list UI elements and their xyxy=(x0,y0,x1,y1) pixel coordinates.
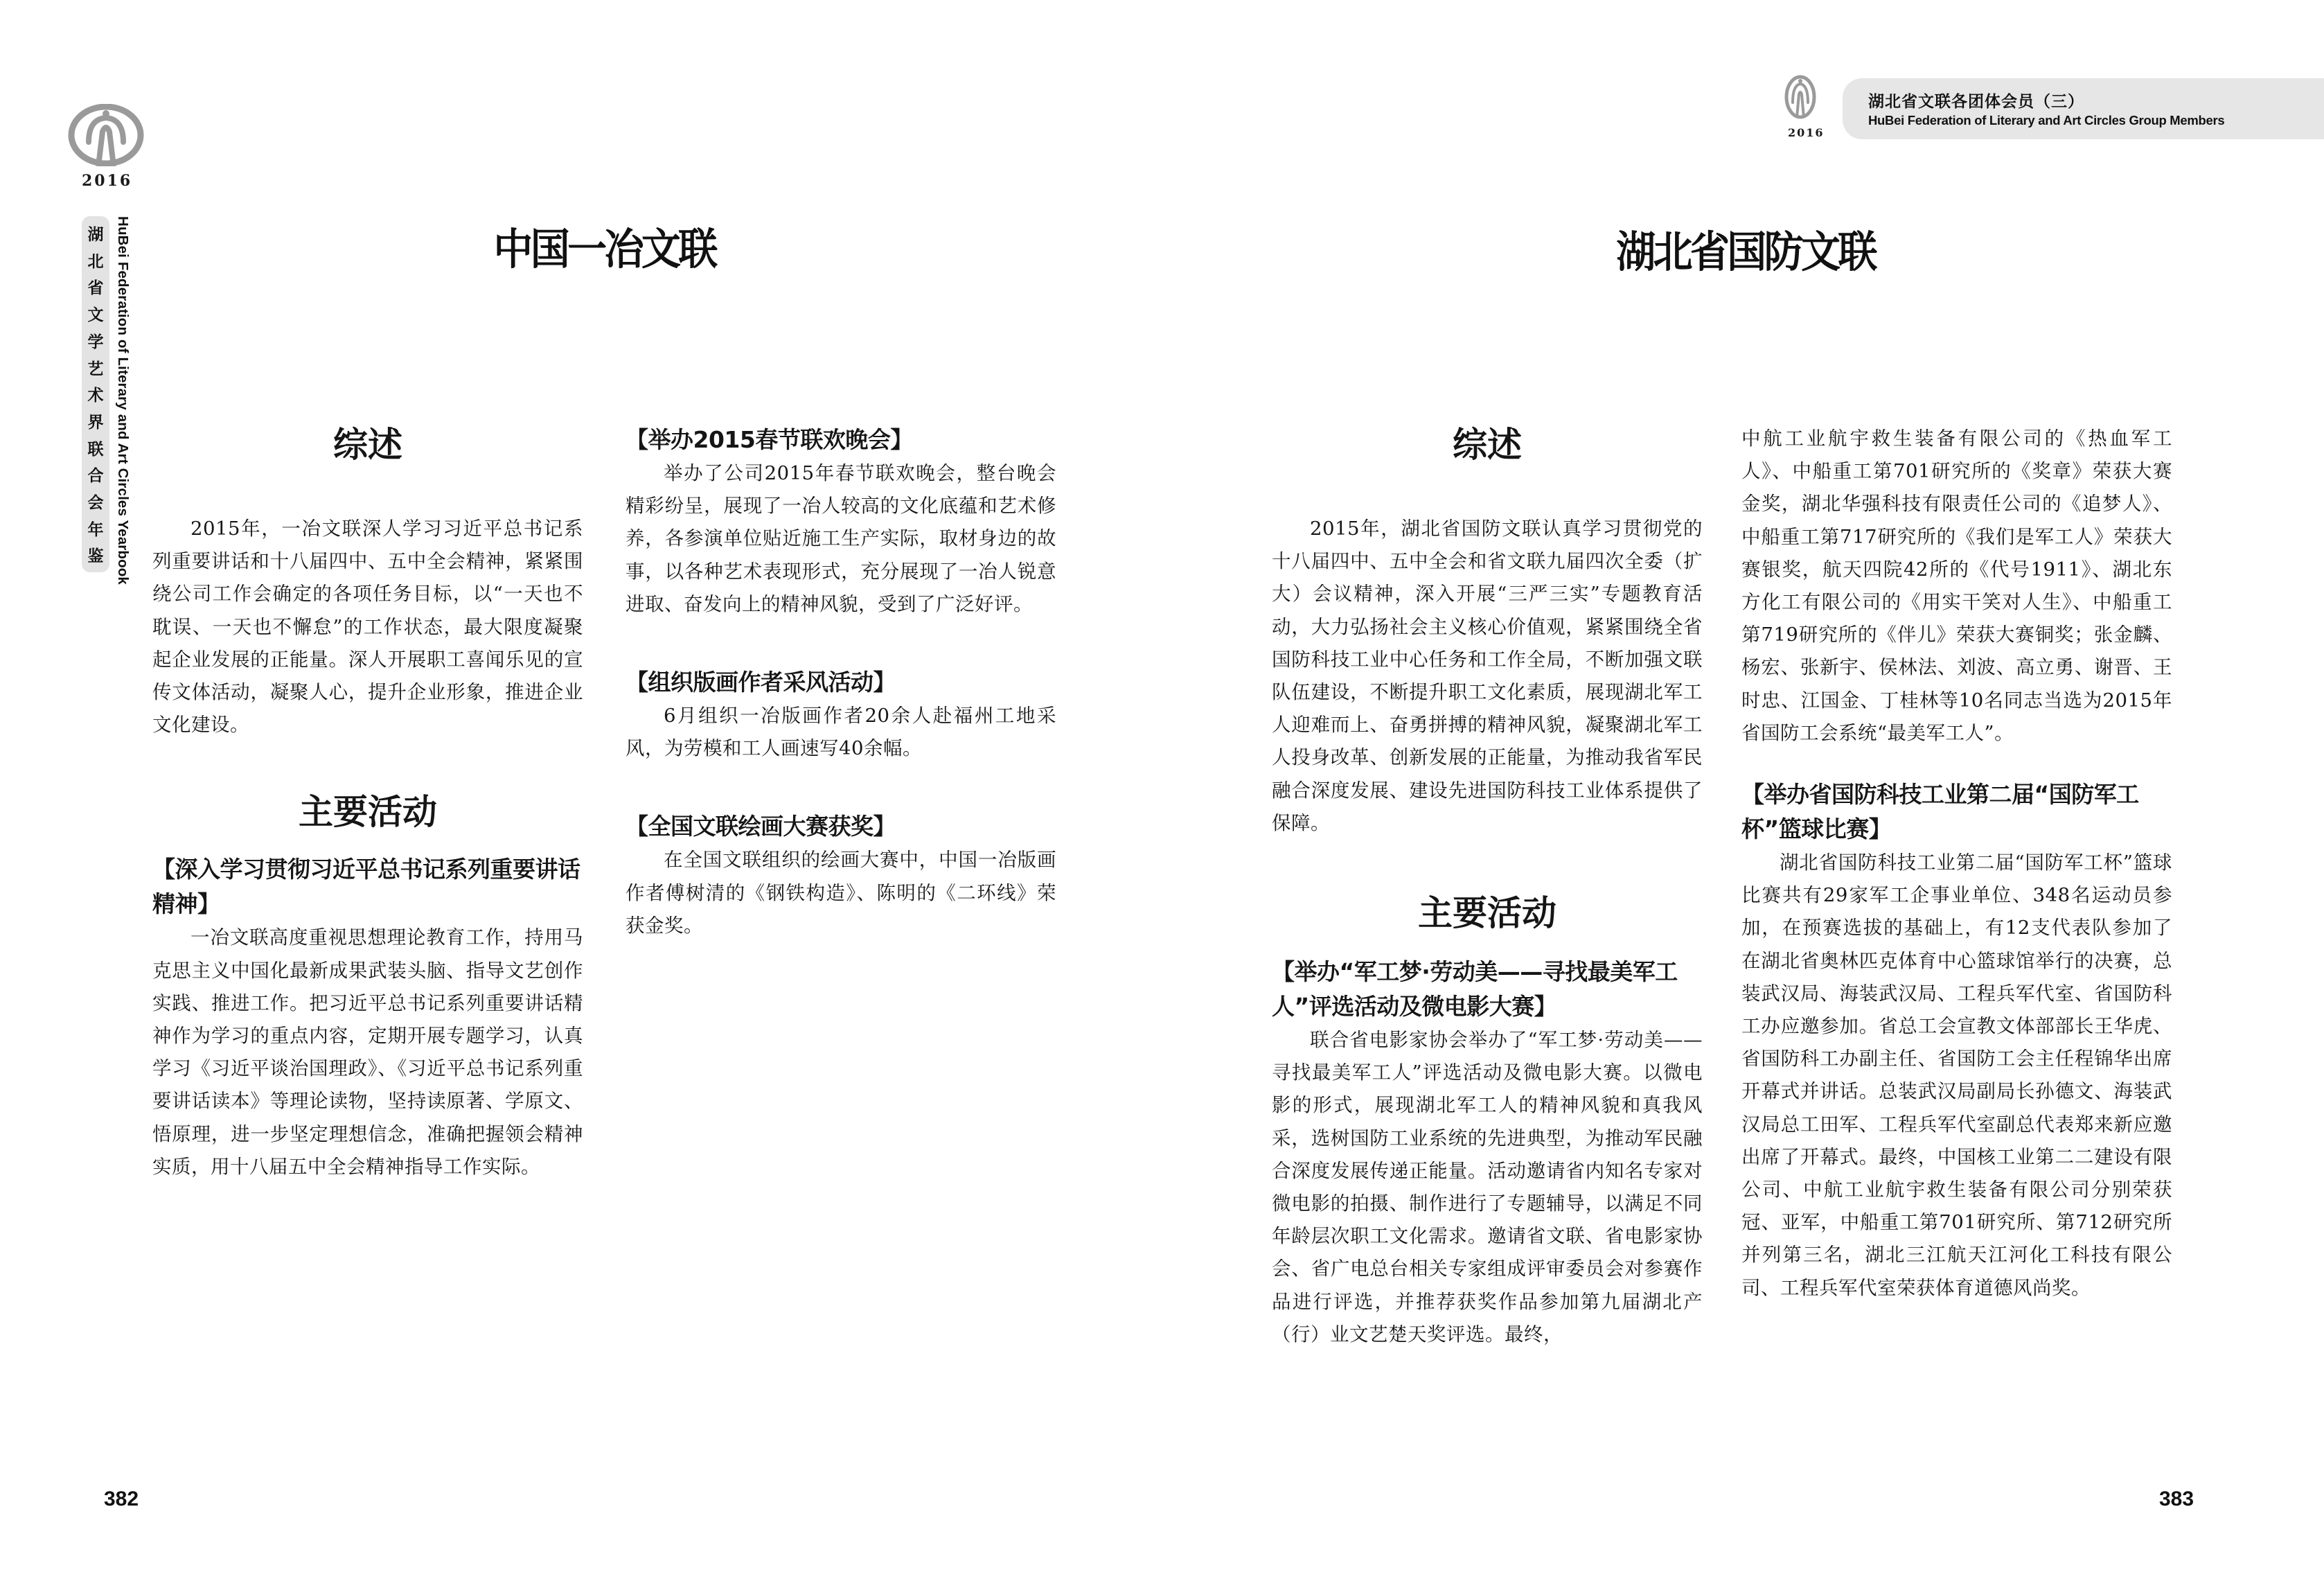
activity-title: 【深入学习贯彻习近平总书记系列重要讲话精神】 xyxy=(152,856,580,918)
activities-heading: 主要活动 xyxy=(299,792,437,833)
sidebar-char: 鉴 xyxy=(87,547,104,566)
header-chinese-title: 湖北省文联各团体会员（三） xyxy=(1868,93,2084,111)
activity-title: 【举办2015春节联欢晚会】 xyxy=(626,426,913,453)
sidebar-english-text: HuBei Federation of Literary and Art Circles Yearbook xyxy=(115,216,131,585)
activity-title: 【举办“军工梦·劳动美——寻找最美军工人”评选活动及微电影大赛】 xyxy=(1272,958,1678,1021)
right-page-column-1 xyxy=(1272,424,1703,1351)
logo-year: 2016 xyxy=(1788,126,1825,139)
activity-text: 联合省电影家协会举办了“军工梦·劳动美——寻找最美军工人”评选活动及微电影大赛。以微电影的形式，展现湖北军工人的精神风貌和真我风采，选树国防工业系统的先进典型，为推动军民融合深度发展传递正能量。活动邀请省内知名专家对微电影的拍摄、制作进行了专题辅导，以满足不同年龄层次职工文化需求。邀请省文联、省电影家协会、省广电总台相关专家组成评审委员会对参赛作品进行评选，并推荐获奖作品参加第九届湖北产（行）业文艺楚天奖评选。最终， xyxy=(1272,1029,1703,1346)
sidebar-char: 年 xyxy=(87,520,104,539)
right-page-column-2 xyxy=(1741,423,2172,1305)
activity-title: 【全国文联绘画大赛获奖】 xyxy=(626,813,896,840)
sidebar-char: 北 xyxy=(87,252,104,271)
sidebar-char: 界 xyxy=(87,413,104,432)
sidebar-char: 艺 xyxy=(87,360,104,378)
left-page-number: 382 xyxy=(104,1488,139,1510)
overview-text: 2015年，一冶文联深人学习习近平总书记系列重要讲话和十八届四中、五中全会精神，紧紧围绕公司工作会确定的各项任务目标，以“一天也不耽误、一天也不懈怠”的工作状态，最大限度凝聚起企业发展的正能量。深人开展职工喜闻乐见的宣传文体活动，凝聚人心，提升企业形象，推进企业文化建设。 xyxy=(152,518,583,736)
sidebar-char: 湖 xyxy=(87,226,104,244)
right-page-title: 湖北省国防文联 xyxy=(1616,227,1875,277)
overview-text: 2015年，湖北省国防文联认真学习贯彻党的十八届四中、五中全会和省文联九届四次全委（扩大）会议精神，深入开展“三严三实”专题教育活动，大力弘扬社会主义核心价值观，紧紧围绕全省国防科技工业中心任务和工作全局，不断加强文联队伍建设，不断提升职工文化素质，展现湖北军工人迎难而上、奋勇拼搏的精神风貌，凝聚湖北军工人投身改革、创新发展的正能量，为推动我省军民融合深度发展、建设先进国防科技工业体系提供了保障。 xyxy=(1272,518,1703,834)
activities-heading: 主要活动 xyxy=(1418,893,1556,934)
sidebar-char: 会 xyxy=(87,494,104,513)
activity-title: 【举办省国防科技工业第二届“国防军工杯”篮球比赛】 xyxy=(1741,781,2139,843)
left-page-column-2 xyxy=(626,423,1056,942)
federation-emblem-icon xyxy=(1784,75,1817,120)
activity-text: 举办了公司2015年春节联欢晚会，整台晚会精彩纷呈，展现了一冶人较高的文化底蕴和艺术修养，各参演单位贴近施工生产实际，取材身边的故事，以各种艺术表现形式，充分展现了一冶人锐意进取、奋发向上的精神风貌，受到了广泛好评。 xyxy=(626,462,1056,615)
sidebar-english-title xyxy=(114,216,132,585)
federation-emblem-icon xyxy=(68,104,144,166)
left-page-title: 中国一冶文联 xyxy=(493,224,716,274)
emblem-svg xyxy=(68,104,144,166)
right-page-number: 383 xyxy=(2159,1488,2194,1510)
activity-text-continued: 中航工业航宇救生装备有限公司的《热血军工人》、中船重工第701研究所的《奖章》荣获大赛金奖，湖北华强科技有限责任公司的《追梦人》、中船重工第717研究所的《我们是军工人》荣获大赛银奖，航天四院42所的《代号1911》、湖北东方化工有限公司的《用实干笑对人生》、中船重工第719研究所的《伴儿》荣获大赛铜奖；张金麟、杨宏、张新宇、侯林法、刘波、高立勇、谢晋、王时忠、江国金、丁桂林等10名同志当选为2015年省国防工会系统“最美军工人”。 xyxy=(1741,427,2172,744)
sidebar-char: 合 xyxy=(87,467,104,486)
activity-text: 在全国文联组织的绘画大赛中，中国一冶版画作者傅树清的《钢铁构造》、陈明的《二环线》荣获金奖。 xyxy=(626,849,1056,937)
overview-heading: 综述 xyxy=(333,425,402,465)
sidebar-char: 省 xyxy=(87,279,104,298)
activity-title: 【组织版画作者采风活动】 xyxy=(626,669,896,696)
left-page-column-1 xyxy=(152,424,583,1183)
logo-year: 2016 xyxy=(82,172,133,190)
sidebar-char: 学 xyxy=(87,333,104,351)
activity-text: 6月组织一冶版画作者20余人赴福州工地采风，为劳模和工人画速写40余幅。 xyxy=(626,705,1056,760)
header-english-title: HuBei Federation of Literary and Art Circles Group Members xyxy=(1868,113,2225,127)
emblem-svg xyxy=(1784,75,1817,120)
sidebar-chinese-title xyxy=(82,222,109,570)
activity-text: 一冶文联高度重视思想理论教育工作，持用马克思主义中国化最新成果武装头脑、指导文艺创作实践、推进工作。把习近平总书记系列重要讲话精神作为学习的重点内容，定期开展专题学习，认真学习《习近平谈治国理政》、《习近平总书记系列重要讲话读本》等理论读物，坚持读原著、学原文、悟原理，进一步坚定理想信念，准确把握领会精神实质，用十八届五中全会精神指导工作实际。 xyxy=(152,926,583,1178)
overview-heading: 综述 xyxy=(1453,425,1522,465)
sidebar-char: 文 xyxy=(87,306,104,325)
activity-text: 湖北省国防科技工业第二届“国防军工杯”篮球比赛共有29家军工企事业单位、348名运动员参加，在预赛选拔的基础上，有12支代表队参加了在湖北省奥林匹克体育中心篮球馆举行的决赛，总装武汉局、海装武汉局、工程兵军代室、省国防科工办应邀参加。省总工会宣教文体部部长王华虎、省国防科工办副主任、省国防工会主任程锦华出席开幕式并讲话。总装武汉局副局长孙德文、海装武汉局总工田军、工程兵军代室副总代表郑来新应邀出席了开幕式。最终，中国核工业第二二建设有限公司、中航工业航宇救生装备有限公司分别荣获冠、亚军，中船重工第701研究所、第712研究所并列第三名，湖北三江航天江河化工科技有限公司、工程兵军代室荣获体育道德风尚奖。 xyxy=(1741,852,2172,1299)
sidebar-char: 联 xyxy=(87,440,104,459)
sidebar-char: 术 xyxy=(87,387,104,405)
